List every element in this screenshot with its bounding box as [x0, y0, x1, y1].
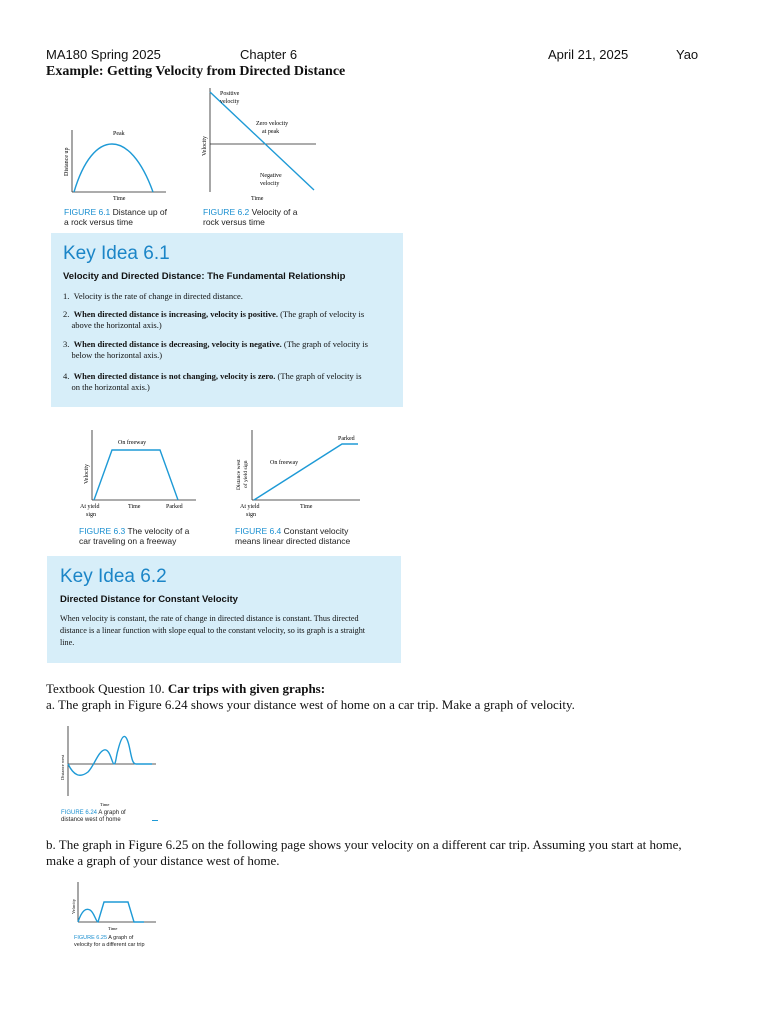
question-prefix: Textbook Question 10. — [46, 681, 168, 696]
y-label: Velocity — [202, 136, 208, 156]
figure-6-25 — [68, 880, 158, 932]
time-label: Time — [100, 802, 110, 807]
item-bold: When directed distance is not changing, velocity is zero. — [73, 371, 276, 381]
caption-label: FIGURE 6.1 — [64, 207, 111, 217]
page-title: Example: Getting Velocity from Directed Distance — [46, 64, 346, 79]
caption-text: The velocity of a — [125, 526, 190, 536]
velocity-curve — [78, 902, 144, 922]
part-b-line: b. The graph in Figure 6.25 on the following page shows your velocity on a different car trip. Assuming you start at home, — [46, 837, 682, 852]
time-label: Time — [108, 926, 118, 931]
velocity-curve — [94, 450, 178, 500]
key-idea-6-2 — [47, 556, 401, 663]
neg-label: velocity — [260, 181, 280, 187]
key-item-3 — [63, 339, 368, 360]
figure-6-4-caption — [235, 526, 350, 546]
header-course: MA180 Spring 2025 — [46, 47, 161, 62]
caption-text: a rock versus time — [64, 217, 133, 227]
neg-label: Negative — [260, 173, 282, 179]
key-idea-heading: Key Idea 6.2 — [60, 566, 167, 587]
zero-label: at peak — [262, 129, 280, 135]
body-line: line. — [60, 638, 75, 647]
caption-label: FIGURE 6.4 — [235, 526, 282, 536]
y-label: Velocity — [84, 464, 90, 484]
y-label: Distance west — [236, 459, 242, 490]
caption-text: Distance up of — [110, 207, 167, 217]
y-label: Distance west — [60, 754, 65, 780]
caption-text: A graph of — [107, 935, 134, 941]
figure-6-4 — [228, 428, 366, 522]
figure-6-3-caption — [79, 526, 189, 546]
distance-curve — [68, 736, 152, 775]
figure-6-24-caption — [61, 810, 126, 824]
caption-text: Velocity of a — [249, 207, 298, 217]
key-idea-6-1 — [51, 233, 403, 407]
figure-6-3-graph — [78, 428, 200, 522]
key-idea-body — [60, 613, 365, 649]
yield-label: sign — [246, 512, 257, 518]
yield-label: sign — [86, 512, 97, 518]
question-bold: Car trips with given graphs: — [167, 681, 326, 696]
on-freeway-label: On freeway — [270, 460, 299, 466]
distance-curve — [74, 144, 153, 192]
x-label: Time — [113, 196, 126, 202]
figure-6-24-graph — [56, 724, 160, 808]
question-heading — [46, 681, 325, 697]
caption-label: FIGURE 6.3 — [79, 526, 126, 536]
yield-label: At yield — [240, 504, 260, 510]
on-freeway-label: On freeway — [118, 440, 147, 446]
parked-label: Parked — [166, 504, 183, 510]
part-b-text — [46, 837, 682, 869]
caption-label: FIGURE 6.24 — [61, 810, 98, 816]
pos-label: Positive — [220, 91, 240, 97]
key-item-2 — [63, 309, 364, 330]
key-idea-subheading: Directed Distance for Constant Velocity — [60, 594, 238, 605]
figure-6-1 — [58, 126, 168, 204]
zero-label: Zero velocity — [256, 121, 289, 127]
item-text: (The graph of velocity is — [275, 371, 362, 381]
part-a-text: a. The graph in Figure 6.24 shows your distance west of home on a car trip. Make a graph of velocity. — [46, 697, 575, 712]
caption-text: rock versus time — [203, 217, 265, 227]
item-text: (The graph of velocity is — [281, 339, 368, 349]
figure-6-4-graph — [228, 428, 366, 522]
item-text: below the horizontal axis.) — [71, 349, 163, 360]
item-text: above the horizontal axis.) — [71, 319, 162, 330]
caption-text: Constant velocity — [281, 526, 349, 536]
caption-text: velocity for a different car trip — [74, 942, 145, 948]
part-b-line: make a graph of your distance west of home. — [46, 853, 280, 868]
header-author: Yao — [676, 47, 699, 62]
key-idea-subheading: Velocity and Directed Distance: The Fundamental Relationship — [63, 271, 346, 282]
pos-label: velocity — [220, 99, 240, 105]
body-line: When velocity is constant, the rate of change in directed distance is constant. Thus directed — [60, 614, 359, 623]
caption-label: FIGURE 6.2 — [203, 207, 250, 217]
parked-label: Parked — [338, 436, 355, 442]
distance-line — [254, 444, 358, 500]
item-number: 1. — [63, 291, 70, 301]
key-idea-heading: Key Idea 6.1 — [63, 243, 170, 264]
key-item-4 — [63, 371, 362, 392]
item-bold: When directed distance is decreasing, velocity is negative. — [73, 339, 282, 349]
caption-label: FIGURE 6.25 — [74, 935, 108, 941]
figure-6-1-graph — [58, 126, 168, 204]
item-text: (The graph of velocity is — [278, 309, 365, 319]
header-date: April 21, 2025 — [548, 47, 629, 62]
item-text: Velocity is the rate of change in directed distance. — [73, 291, 243, 301]
figure-6-2-caption — [203, 207, 298, 227]
item-text: on the horizontal axis.) — [71, 381, 150, 392]
figure-6-1-caption — [64, 207, 167, 227]
figure-6-25-graph — [68, 880, 158, 932]
yield-label: At yield — [80, 504, 100, 510]
figure-6-2-graph — [198, 86, 318, 204]
x-label: Time — [251, 196, 264, 202]
item-bold: When directed distance is increasing, velocity is positive. — [73, 309, 279, 319]
caption-text: car traveling on a freeway — [79, 536, 177, 546]
y-label: Velocity — [71, 899, 76, 914]
peak-label: Peak — [113, 131, 125, 137]
y-label: of yield sign — [243, 460, 249, 488]
item-number: 4. — [63, 371, 70, 381]
caption-text: A graph of — [97, 810, 126, 816]
time-label: Time — [128, 504, 141, 510]
caption-text: distance west of home — [61, 817, 121, 823]
body-line: distance is a linear function with slope equal to the constant velocity, so its graph is a straight — [60, 626, 366, 635]
key-item-1 — [63, 291, 243, 302]
y-label: Distance up — [64, 147, 70, 176]
item-number: 3. — [63, 339, 70, 349]
caption-text: means linear directed distance — [235, 536, 351, 546]
time-label: Time — [300, 504, 313, 510]
figure-6-24 — [56, 724, 160, 808]
figure-6-2 — [198, 86, 318, 204]
header-chapter: Chapter 6 — [240, 47, 298, 62]
figure-6-3 — [78, 428, 200, 522]
figure-6-25-caption — [74, 935, 145, 949]
mark-dash — [152, 820, 158, 821]
item-number: 2. — [63, 309, 70, 319]
